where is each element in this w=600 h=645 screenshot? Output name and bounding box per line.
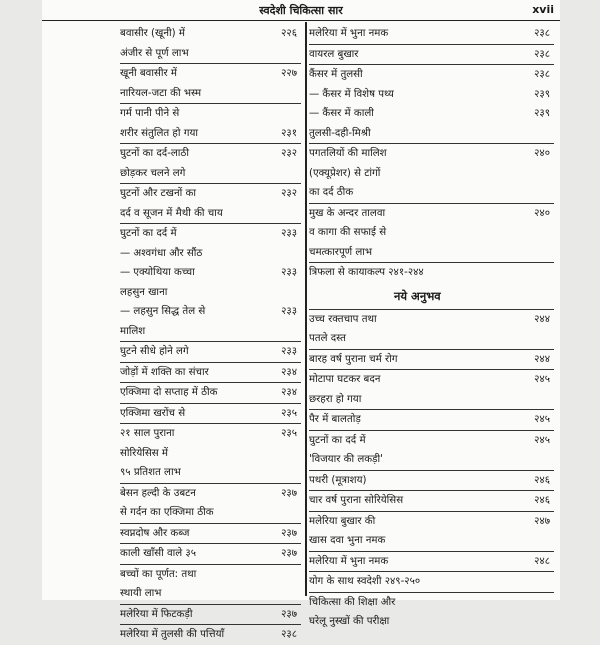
entry-page-number: २३४ [281, 387, 297, 398]
index-entry [120, 24, 301, 44]
entry-text: त्रिफला से कायाकल्प २४१-२४४ [309, 267, 424, 278]
entry-page-number: २४४ [534, 353, 550, 365]
entry-page-number: २४७ [534, 515, 550, 527]
index-entry [120, 302, 301, 322]
index-entry [309, 410, 554, 431]
entry-text: स्वप्नदोष और कब्ज [120, 527, 190, 539]
entry-page-number: २२७ [281, 68, 297, 79]
entry-text: मलेरिया में तुलसी की पत्तियाँ [120, 629, 225, 640]
entry-page-number: २४८ [534, 555, 550, 567]
index-entry [120, 444, 301, 464]
entry-text: मोटापा घटकर बदन [309, 374, 381, 385]
index-entry [309, 552, 554, 573]
entry-text: छरहरा हो गया [309, 393, 362, 405]
entry-text: उच्च रक्तचाप तथा [309, 313, 377, 325]
entry-text: मालिश [120, 325, 146, 337]
index-entry [120, 244, 301, 264]
entry-page-number: २३३ [281, 346, 297, 357]
entry-text: 'विजयार की लकड़ी' [309, 454, 383, 465]
index-entry [120, 263, 301, 283]
entry-text: अंजीर से पूर्ण लाभ [120, 47, 189, 59]
index-entry [120, 64, 301, 84]
entry-text: मलेरिया में फिटकड़ी [120, 608, 193, 620]
entry-text: मुख के अन्दर तालवा [309, 207, 386, 219]
entry-page-number: २३३ [281, 267, 297, 278]
entry-text: स्थायी लाभ [120, 588, 162, 599]
entry-text: पगतलियों की मालिश [309, 148, 387, 159]
entry-text: शरीर संतुलित हो गया [120, 127, 198, 139]
entry-page-number: २४४ [534, 313, 550, 325]
entry-text: घुटने सीधे होने लगे [120, 346, 189, 357]
index-entry [120, 322, 301, 343]
index-entry [309, 350, 554, 371]
entry-text: एक्जिमा दो सप्ताह में ठीक [120, 387, 218, 398]
entry-page-number: २३८ [281, 629, 297, 640]
index-entry [120, 224, 301, 244]
entry-text: — एक्योथिया कच्चा [120, 267, 195, 278]
entry-text: दर्द व सूजन में मैथी की चाय [120, 207, 223, 219]
index-entry [120, 383, 301, 404]
index-entry [309, 183, 554, 204]
index-entry [120, 544, 301, 565]
index-entry [309, 204, 554, 224]
index-entry [120, 184, 301, 204]
entry-text: खास दवा भुना नमक [309, 535, 386, 546]
index-entry [120, 104, 301, 124]
index-entry [120, 503, 301, 524]
index-entry [120, 625, 301, 645]
entry-text: (एक्यूप्रेशर) से टांगों [309, 167, 381, 179]
index-entry [120, 524, 301, 545]
entry-text: व कागा की सफाई से [309, 227, 387, 238]
entry-text: घुटनों और टखनों का [120, 188, 196, 199]
index-entry [309, 471, 554, 492]
entry-text: सोरियेसिस में [120, 447, 168, 459]
entry-page-number: २३४ [281, 366, 297, 378]
entry-text: — लहसुन सिद्ध तेल से [120, 306, 206, 317]
entry-text: मलेरिया में भुना नमक [309, 28, 389, 39]
index-entry [309, 593, 554, 613]
entry-text: जोड़ों में शक्ति का संचार [120, 366, 209, 378]
entry-page-number: २४० [534, 148, 550, 159]
index-entry [309, 144, 554, 164]
index-entry [309, 431, 554, 451]
entry-page-number: २३९ [534, 88, 550, 100]
entry-text: खूनी बवासीर में [120, 68, 178, 79]
index-entry [120, 164, 301, 185]
index-column-right [309, 24, 554, 632]
entry-text: घुटनों का दर्द में [120, 228, 177, 239]
entry-text: बच्चों का पूर्णत: तथा [120, 568, 197, 580]
entry-page-number: २३७ [281, 487, 297, 499]
entry-text: एक्जिमा खरोंच से [120, 407, 186, 419]
index-entry [309, 612, 554, 632]
entry-page-number: २३५ [281, 407, 297, 419]
index-entry [120, 363, 301, 384]
entry-page-number: २३२ [281, 148, 297, 159]
entry-text: २१ साल पुराना [120, 428, 175, 439]
entry-page-number: २३८ [534, 48, 550, 60]
entry-text: — कैंसर में काली [309, 108, 374, 119]
column-divider [305, 22, 307, 596]
entry-text: योग के साथ स्वदेशी २४९-२५० [309, 576, 421, 587]
entry-page-number: २३८ [534, 28, 550, 39]
index-entry [120, 605, 301, 626]
entry-text: चमत्कारपूर्ण लाभ [309, 246, 373, 258]
entry-text: नारियल-जटा की भस्म [120, 87, 202, 99]
entry-text: छोड़कर चलने लगे [120, 167, 186, 179]
index-column-left [120, 24, 301, 645]
entry-text: से गर्दन का एक्जिमा ठीक [120, 507, 214, 518]
index-entry [309, 572, 554, 593]
entry-text: कैंसर में तुलसी [309, 69, 363, 80]
index-entry [309, 45, 554, 66]
index-entry [120, 584, 301, 605]
entry-page-number: २३५ [281, 428, 297, 439]
entry-page-number: २४० [534, 207, 550, 219]
index-entry [120, 484, 301, 504]
index-entry [120, 44, 301, 65]
entry-text: बेसन हल्दी के उबटन [120, 487, 196, 499]
entry-text: — अश्वगंधा और सौंठ [120, 247, 203, 259]
entry-text: वायरल बुखार [309, 48, 359, 60]
index-entry [309, 370, 554, 390]
entry-text: घरेलू नुस्खों की परीक्षा [309, 616, 390, 627]
entry-text: ९५ प्रतिशत लाभ [120, 467, 181, 478]
entry-text: तुलसी-दही-मिश्री [309, 127, 371, 139]
entry-page-number: २३८ [534, 69, 550, 80]
entry-text: काली खाँसी वाले ३५ [120, 548, 197, 559]
index-entry [120, 144, 301, 164]
entry-page-number: २३७ [281, 608, 297, 620]
entry-text: लहसुन खाना [120, 286, 168, 298]
entry-page-number: २२६ [281, 28, 297, 39]
entry-text: मलेरिया में भुना नमक [309, 555, 389, 567]
index-entry [309, 85, 554, 105]
entry-text: नये अनुभव [394, 288, 441, 303]
entry-page-number: २३३ [281, 306, 297, 317]
entry-page-number: २४५ [534, 434, 550, 446]
index-entry [309, 450, 554, 471]
page-number: xvii [532, 3, 554, 16]
page-title: स्वदेशी चिकित्सा सार [259, 4, 343, 17]
index-entry [309, 531, 554, 552]
index-entry [120, 424, 301, 444]
entry-page-number: २३२ [281, 188, 297, 199]
index-entry [120, 204, 301, 225]
entry-page-number: २४५ [534, 374, 550, 385]
index-entry [309, 329, 554, 350]
entry-page-number: २३१ [281, 127, 297, 139]
entry-page-number: २४६ [534, 474, 550, 486]
book-page [42, 0, 560, 640]
entry-text: चिकित्सा की शिक्षा और [309, 596, 396, 608]
index-entry [309, 491, 554, 512]
index-entry [120, 463, 301, 484]
section-heading [309, 283, 554, 310]
index-entry [120, 404, 301, 425]
index-entry [309, 390, 554, 411]
entry-page-number: २३७ [281, 548, 297, 559]
index-entry [309, 24, 554, 45]
index-entry [309, 124, 554, 145]
entry-text: मलेरिया बुखार की [309, 515, 376, 527]
entry-text: चार वर्ष पुराना सोरियेसिस [309, 495, 404, 506]
index-entry [120, 124, 301, 145]
entry-text: पैर में बालतोड़ [309, 414, 361, 425]
entry-page-number: २३३ [281, 228, 297, 239]
entry-page-number: २४५ [534, 414, 550, 425]
index-entry [309, 104, 554, 124]
index-entry [309, 512, 554, 532]
index-entry [309, 243, 554, 264]
entry-text: पतले दस्त [309, 333, 346, 344]
index-entry [120, 342, 301, 363]
entry-text: पथरी (मूत्राशय) [309, 474, 367, 486]
index-entry [309, 65, 554, 85]
index-entry [309, 223, 554, 243]
index-entry [309, 263, 554, 283]
entry-text: का दर्द ठीक [309, 187, 354, 198]
entry-page-number: २४६ [534, 495, 550, 506]
entry-text: घुटनों का दर्द-लाठी [120, 148, 189, 159]
entry-text: घुटनों का दर्द में [309, 434, 366, 446]
entry-text: गर्म पानी पीने से [120, 108, 180, 119]
entry-text: बारह वर्ष पुराना चर्म रोग [309, 353, 398, 365]
index-entry [120, 565, 301, 585]
entry-page-number: २३७ [281, 527, 297, 539]
entry-page-number: २३९ [534, 108, 550, 119]
entry-text: — कैंसर में विशेष पथ्य [309, 88, 394, 100]
page-header [42, 0, 560, 21]
index-entry [309, 310, 554, 330]
index-entry [120, 283, 301, 303]
index-entry [309, 164, 554, 184]
entry-text: बवासीर (खूनी) में [120, 28, 185, 39]
index-entry [120, 84, 301, 105]
